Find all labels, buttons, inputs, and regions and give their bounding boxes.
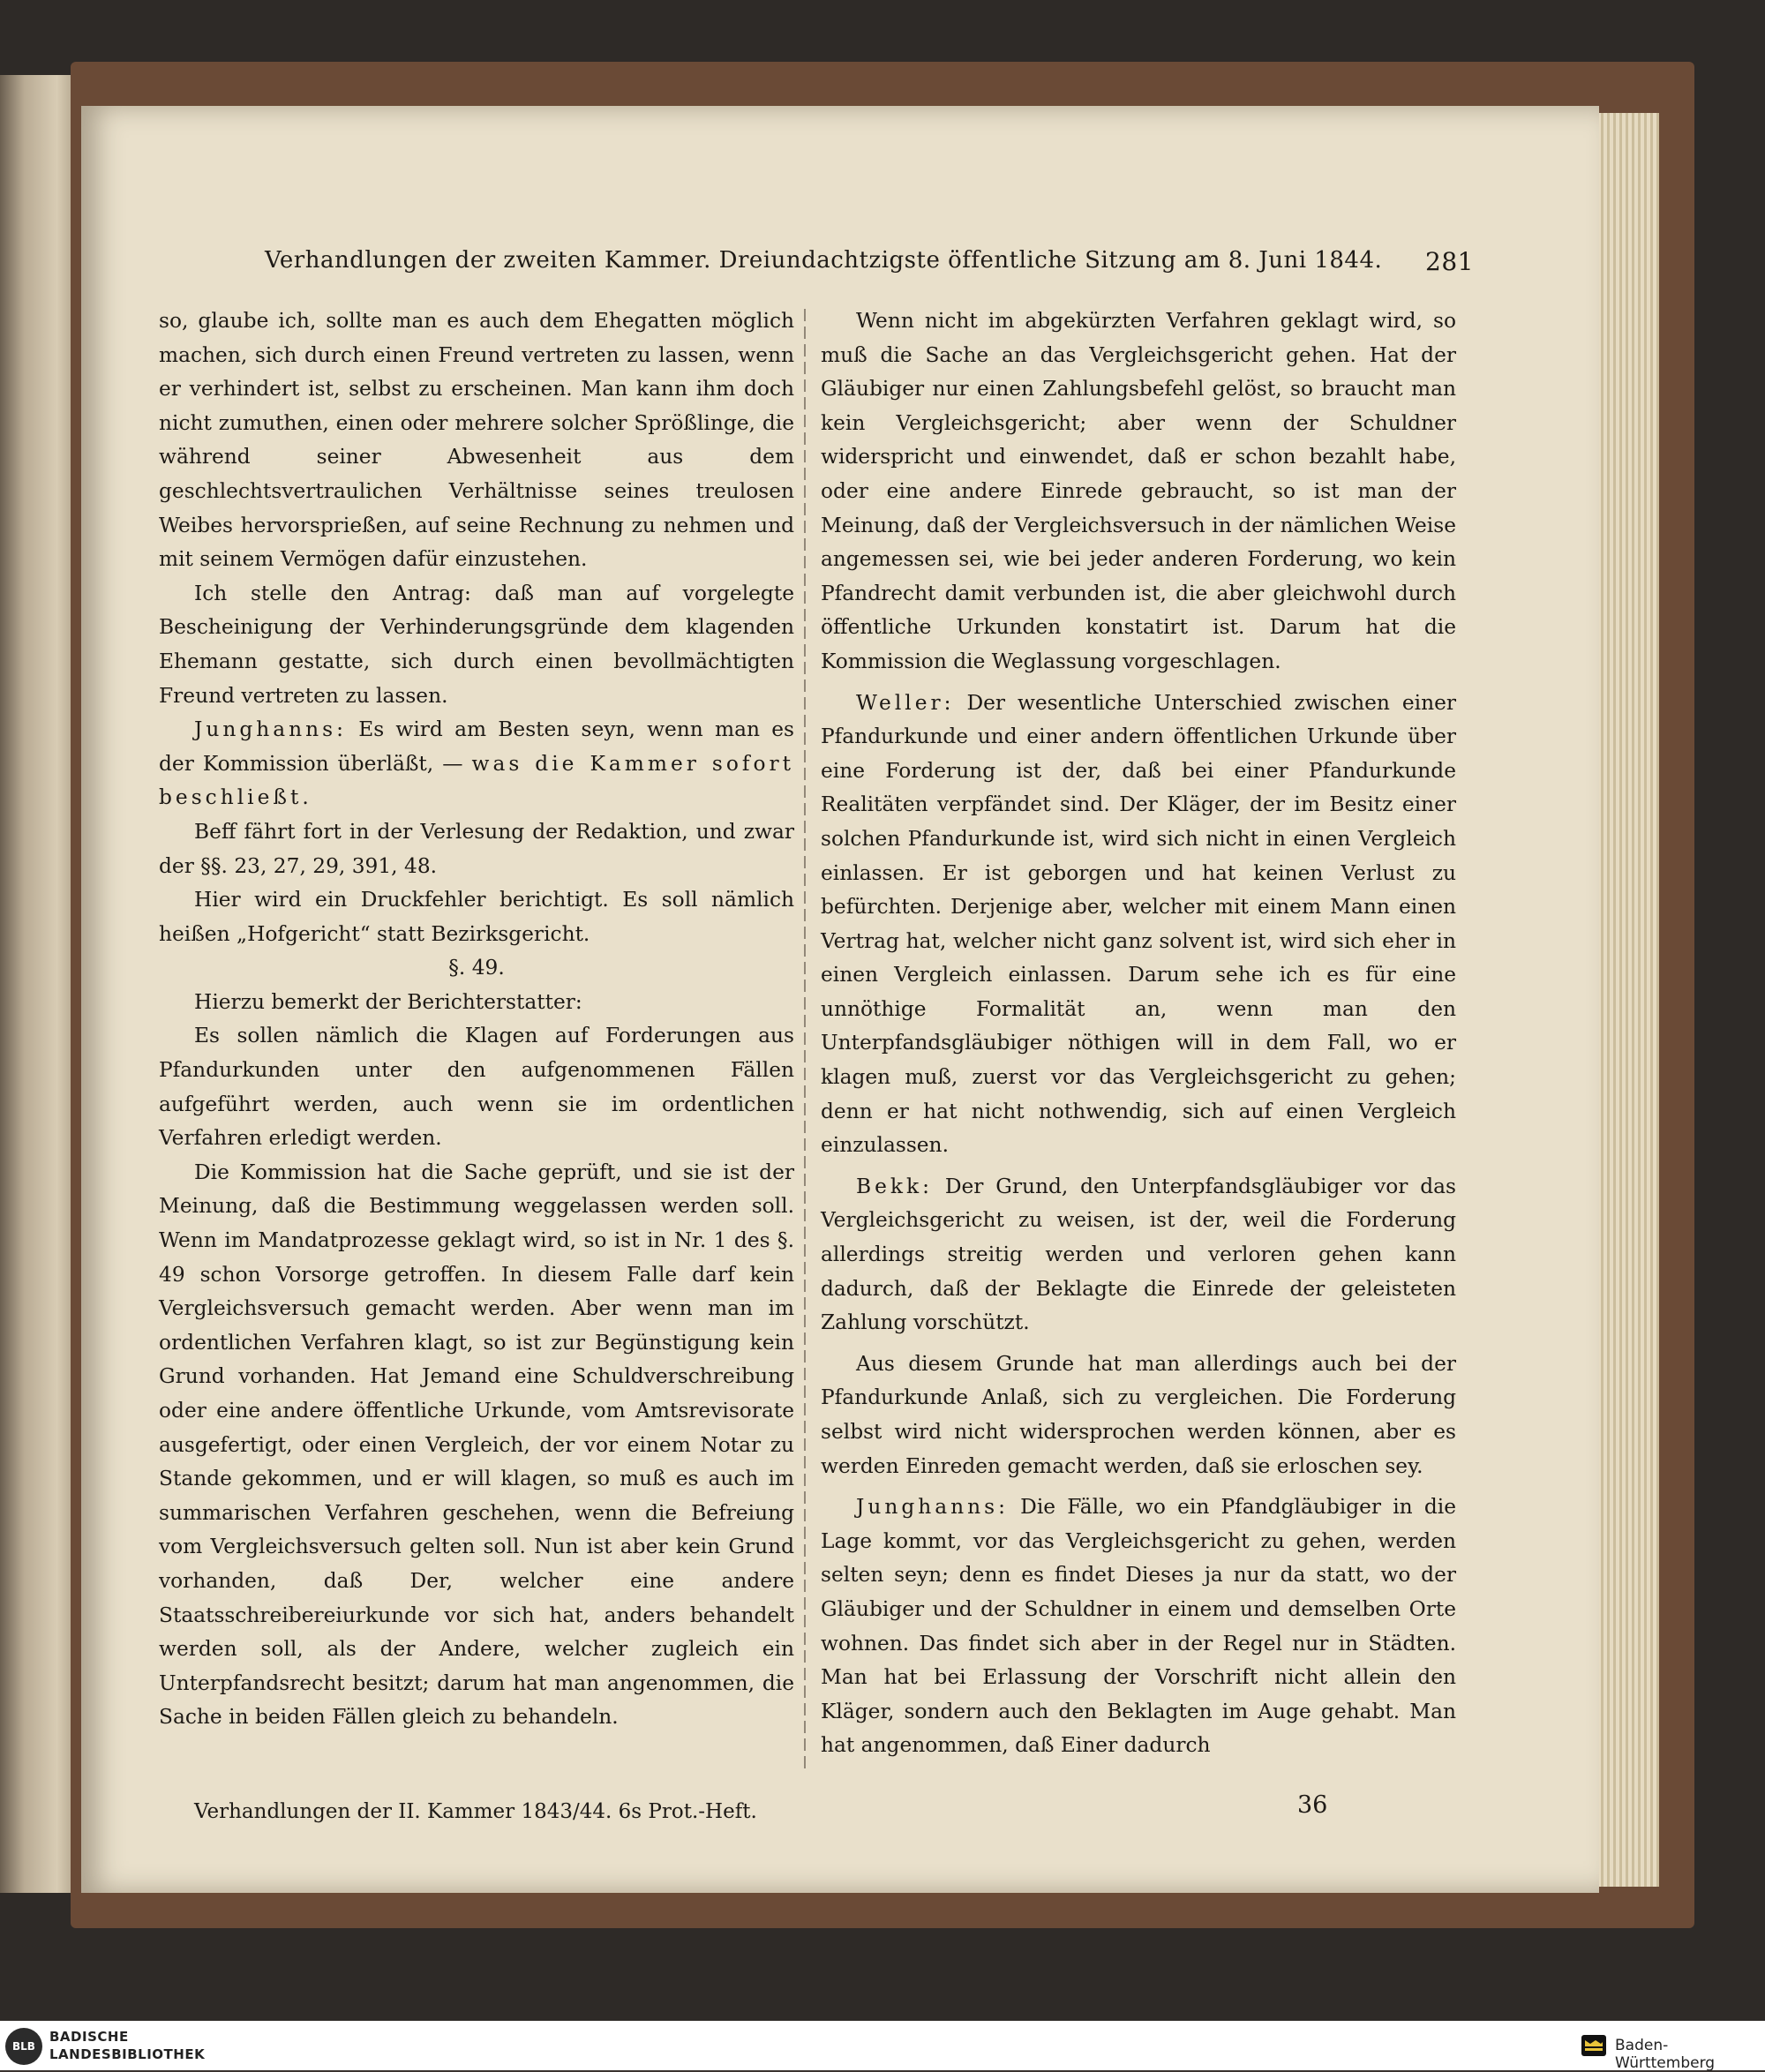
blb-name-line2: LANDESBIBLIOTHEK: [49, 2046, 206, 2062]
previous-page-edge: [0, 75, 81, 1893]
left-column: [159, 304, 794, 1735]
paragraph: Wenn nicht im abgekürzten Verfahren geklagt wird, so muß die Sache an das Vergleichsgericht gehen. Hat der Gläubiger nur einen Zahlungsbefehl gelöst, so braucht man kein Vergleichsgericht; aber wenn der Schuldner widerspricht und einwendet, daß er schon bezahlt habe, oder eine andere Einrede gebraucht, so ist man der Meinung, daß der Vergleichsversuch in der nämlichen Weise angemessen sei, wie bei jeder anderen Forderung, wo kein Pfandrecht damit verbunden ist, die aber gleichwohl durch öffentliche Urkunden konstatirt ist. Darum hat die Kommission die Weglassung vorgeschlagen.: [821, 309, 1456, 673]
speech-bekk: [821, 1170, 1456, 1340]
running-title: Verhandlungen der zweiten Kammer. Dreiundachtzigste öffentliche Sitzung am 8. Juni 1844.: [265, 247, 1383, 274]
speech-text: Der Grund, den Unterpfandsgläubiger vor das Vergleichsgericht zu weisen, ist der, weil die Forderung allerdings streitig werden und verloren gehen kann dadurch, daß der Beklagte die Einrede der geleisteten Zahlung vorschützt.: [821, 1174, 1457, 1335]
speaker-name: Junghanns:: [856, 1495, 1009, 1520]
speech-text: Der wesentliche Unterschied zwischen einer Pfandurkunde und einer andern öffentlichen Urkunde über eine Forderung ist der, daß bei einer Pfandurkunde Realitäten verpfändet sind. Der Kläger, der im Besitz einer solchen Pfandurkunde ist, wird sich nicht in einen Vergleich einlassen. Er ist geborgen und hat keinen Verlust zu befürchten. Derjenige aber, welcher mit einem Mann einen Vertrag hat, welcher nicht ganz solvent ist, wird sich eher in einen Vergleich einlassen. Darum sehe ich es für eine unnöthige Formalität an, wenn man den Unterpfandsgläubiger nöthigen will in dem Fall, wo er klagen muß, zuerst vor das Vergleichsgericht zu gehen; denn er hat nicht nothwendig, sich auf einen Vergleich einzulassen.: [821, 690, 1457, 1158]
right-column: [821, 304, 1456, 1763]
column-divider: [804, 309, 806, 1774]
paragraph: Beff fährt fort in der Verlesung der Redaktion, und zwar der §§. 23, 27, 29, 391, 48.: [159, 819, 794, 878]
speech-junghanns: [159, 713, 794, 815]
paragraph: Hierzu bemerkt der Berichterstatter:: [194, 989, 582, 1014]
section-heading: §. 49.: [448, 956, 505, 980]
page-number: 281: [1425, 247, 1474, 276]
paragraph: Es sollen nämlich die Klagen auf Forderungen aus Pfandurkunden unter den aufgenommenen Fällen aufgeführt werden, auch wenn sie im ordentlichen Verfahren erledigt werden.: [159, 1024, 794, 1151]
baden-wuerttemberg-label[interactable]: Baden-Württemberg: [1615, 2037, 1716, 2072]
blb-name[interactable]: [49, 2028, 205, 2063]
speech-weller: [821, 687, 1456, 1163]
paragraph: Hier wird ein Druckfehler berichtigt. Es soll nämlich heißen „Hofgericht“ statt Bezirksgericht.: [159, 888, 794, 946]
baden-wuerttemberg-logo-icon[interactable]: [1580, 2031, 1608, 2060]
speaker-name: Junghanns:: [194, 717, 347, 742]
blb-name-line1: BADISCHE: [49, 2029, 129, 2045]
chamber-decision: was die Kammer sofort beschließt.: [159, 751, 794, 810]
paragraph: Aus diesem Grunde hat man allerdings auch bei der Pfandurkunde Anlaß, sich zu vergleichen. Die Forderung selbst wird nicht widersprochen werden können, aber es werden Einreden gemacht werden, daß sie erloschen sey.: [821, 1351, 1456, 1478]
footer-sheet-number: 36: [1297, 1791, 1328, 1819]
speech-text: Es wird am Besten seyn, wenn man es der Kommission überläßt, —: [159, 717, 795, 776]
speech-text: Die Fälle, wo ein Pfandgläubiger in die Lage kommt, vor das Vergleichsgericht zu gehen, werden selten seyn; denn es findet Dieses ja nur da statt, wo der Gläubiger und der Schuldner in einem und demselben Orte wohnen. Das findet sich aber in der Regel nur in Städten. Man hat bei Erlassung der Vorschrift nicht allein den Kläger, sondern auch den Beklagten im Auge gehabt. Man hat angenommen, daß Einer dadurch: [821, 1495, 1457, 1758]
footer-signature: Verhandlungen der II. Kammer 1843/44. 6s Prot.-Heft.: [194, 1800, 757, 1823]
page-edges: [1588, 113, 1659, 1887]
speaker-name: Weller:: [856, 690, 955, 715]
blb-logo-icon[interactable]: BLB: [5, 2028, 42, 2065]
speech-junghanns: [821, 1490, 1456, 1763]
paragraph: Die Kommission hat die Sache geprüft, und sie ist der Meinung, daß die Bestimmung weggelassen werden soll. Wenn im Mandatprozesse geklagt wird, so ist in Nr. 1 des §. 49 schon Vorsorge getroffen. In diesem Falle darf kein Vergleichsversuch gemacht werden. Aber wenn man im ordentlichen Verfahren klagt, so ist zur Begünstigung kein Grund vorhanden. Hat Jemand eine Schuldverschreibung oder eine andere öffentliche Urkunde, vom Amtsrevisorate ausgefertigt, oder einen Vergleich, der vor einem Notar zu Stande gekommen, und er will klagen, so muß es auch im summarischen Verfahren geschehen, wenn die Befreiung vom Vergleichsversuch gelten soll. Nun ist aber kein Grund vorhanden, daß Der, welcher eine andere Staatsschreibereiurkunde vor sich hat, anders behandelt werden soll, als der Andere, welcher zugleich ein Unterpfandsrecht besitzt; darum hat man angenommen, die Sache in beiden Fällen gleich zu behandeln.: [159, 1160, 794, 1730]
speaker-name: Bekk:: [856, 1174, 933, 1198]
branding-bar: [0, 2021, 1765, 2070]
paragraph: so, glaube ich, sollte man es auch dem Ehegatten möglich machen, sich durch einen Freund vertreten zu lassen, wenn er verhindert ist, selbst zu erscheinen. Man kann ihm doch nicht zumuthen, einen oder mehrere solcher Sprößlinge, die während seiner Abwesenheit aus dem geschlechtsvertraulichen Verhältnisse seines treulosen Weibes hervorsprießen, auf seine Rechnung zu nehmen und mit seinem Vermögen dafür einzustehen.: [159, 309, 794, 572]
running-header: [265, 247, 1474, 282]
paragraph: Ich stelle den Antrag: daß man auf vorgelegte Bescheinigung der Verhinderungsgründe dem klagenden Ehemann gestatte, sich durch einen bevollmächtigten Freund vertreten zu lassen.: [159, 581, 794, 708]
